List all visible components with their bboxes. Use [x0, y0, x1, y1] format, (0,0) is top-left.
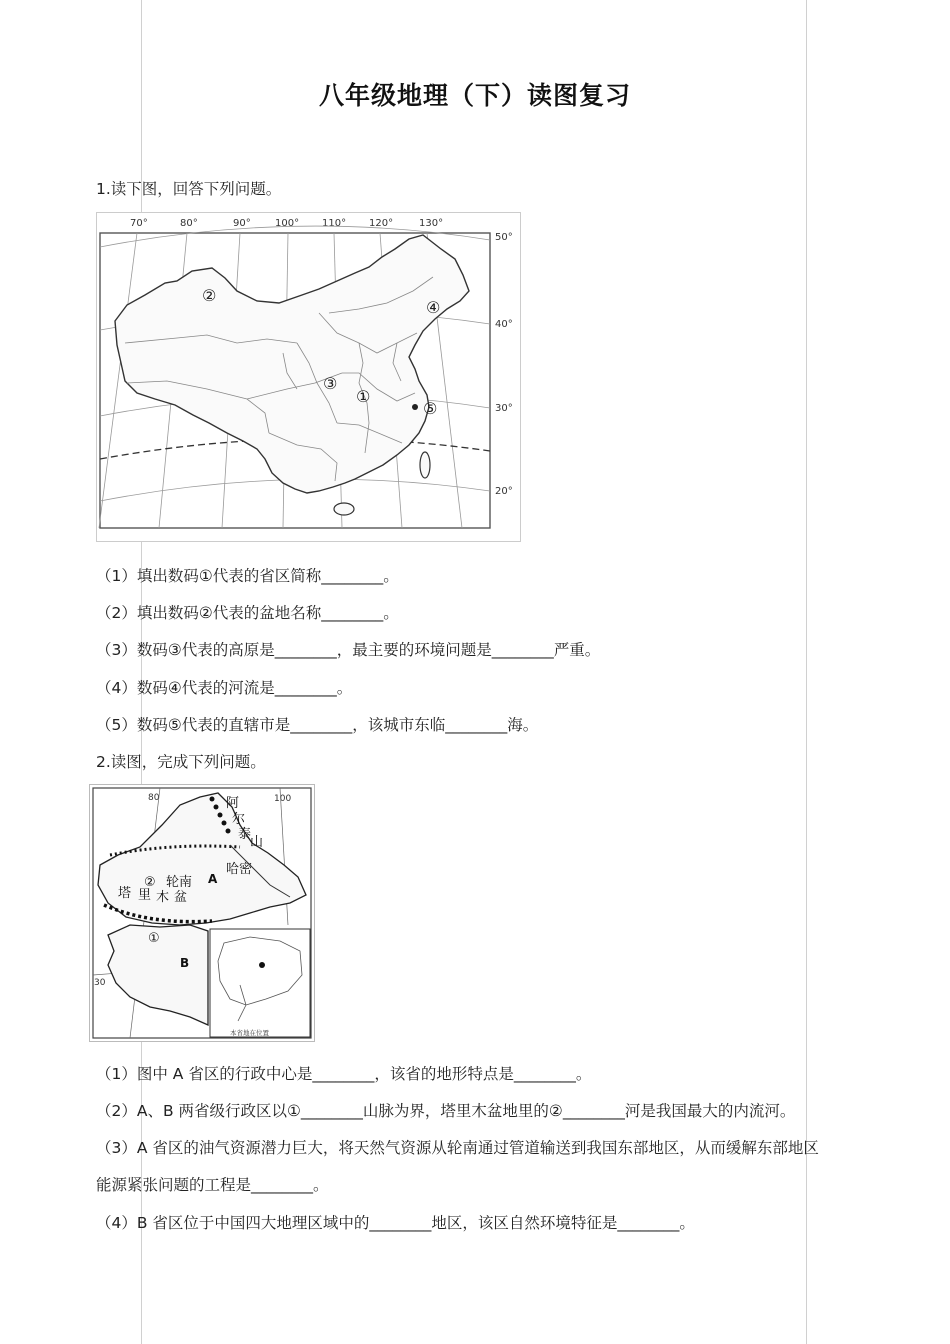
label-lunnan: 轮南 [166, 875, 193, 890]
question-1-prompt: 1.读下图，回答下列问题。 [96, 180, 282, 198]
xinjiang-outline [98, 793, 306, 925]
label-a1: 阿 [226, 796, 240, 811]
q2-item-4: （4）B 省区位于中国四大地理区域中的________地区，该区自然环境特征是________。 [96, 1214, 695, 1232]
lon-label: 120° [369, 218, 394, 229]
marker-3: ③ [323, 374, 338, 393]
lon-label: 130° [419, 218, 444, 229]
marker-5: ⑤ [423, 399, 438, 418]
marker-2: ② [202, 286, 217, 305]
lat-label: 30 [94, 978, 106, 988]
label-basin-1: 塔 [118, 886, 132, 901]
lat-label: 20° [495, 486, 513, 497]
china-outline [115, 235, 469, 493]
q2-item-3-cont: 能源紧张问题的工程是________。 [96, 1176, 329, 1194]
label-basin-3: 木 [156, 890, 170, 905]
lon-label: 80° [180, 218, 198, 229]
lat-label: 50° [495, 232, 513, 243]
china-map-figure [96, 212, 521, 542]
lon-label: 100° [275, 218, 300, 229]
marker-1: ① [148, 931, 160, 946]
q2-item-1: （1）图中 A 省区的行政中心是________，该省的地形特点是________。 [96, 1065, 592, 1083]
label-basin-2: 里 [138, 888, 152, 903]
lon-label: 70° [130, 218, 148, 229]
label-hami: 哈密 [226, 862, 253, 877]
lon-label: 100 [274, 794, 292, 804]
q1-item-1: （1）填出数码①代表的省区简称________。 [96, 567, 399, 585]
q1-item-4: （4）数码④代表的河流是________。 [96, 679, 353, 697]
q1-item-3: （3）数码③代表的高原是________，最主要的环境问题是________严重。 [96, 641, 601, 659]
lat-label: 40° [495, 319, 513, 330]
q1-item-2: （2）填出数码②代表的盆地名称________。 [96, 604, 399, 622]
label-a3: 泰 [238, 827, 252, 842]
q2-item-2: （2）A、B 两省级行政区以①________山脉为界，塔里木盆地里的②________河是我国最大的内流河。 [96, 1102, 796, 1120]
lon-label: 90° [233, 218, 251, 229]
label-a2: 尔 [232, 812, 246, 827]
marker-1: ① [356, 387, 371, 406]
lat-label: 30° [495, 403, 513, 414]
xinjiang-tibet-map-svg [90, 785, 314, 1041]
label-a4: 山 [250, 835, 264, 850]
page-title: 八年级地理（下）读图复习 [318, 81, 631, 110]
xinjiang-tibet-map-figure [89, 784, 315, 1042]
q1-item-5: （5）数码⑤代表的直辖市是________，该城市东临________海。 [96, 716, 539, 734]
q2-item-3: （3）A 省区的油气资源潜力巨大，将天然气资源从轮南通过管道输送到我国东部地区，从而缓解东部地区 [96, 1139, 819, 1157]
marker-4: ④ [426, 298, 441, 317]
inset-caption: 本省地在位置 [230, 1029, 269, 1037]
label-A: A [208, 872, 218, 886]
marker-2: ② [144, 875, 156, 890]
lon-label: 110° [322, 218, 347, 229]
china-map-svg [97, 213, 520, 541]
lon-label: 80 [148, 793, 160, 803]
label-basin-4: 盆 [174, 890, 188, 905]
label-B: B [180, 956, 190, 970]
question-2-prompt: 2.读图，完成下列问题。 [96, 753, 266, 771]
